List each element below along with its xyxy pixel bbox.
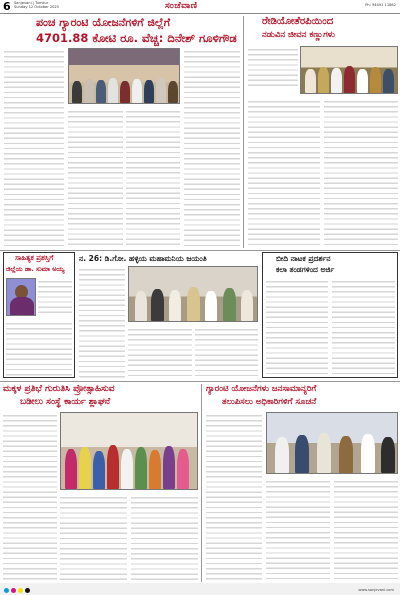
- bottom-right-story-col2: [266, 478, 330, 580]
- page-masthead: [0, 0, 400, 14]
- masthead-right-info: Ph: 94491 11862: [365, 3, 396, 7]
- bottom-left-story-col1: [3, 412, 57, 580]
- lead-story-col4: [184, 48, 240, 246]
- lead-headline-line2: 4701.88 ಕೋಟಿ ರೂ. ವೆಚ್ಚ: ದಿನೇಶ್ ಗೂಳಿಗೌಡ: [36, 31, 237, 45]
- left-mid-story-col2: [6, 320, 72, 376]
- center-mid-photo: [128, 266, 258, 322]
- bottom-right-headline-line2: ತಲುಪಿಸಲು ಅಧಿಕಾರಿಗಳಿಗೆ ಸೂಚನೆ: [222, 397, 317, 407]
- bottom-right-headline-line1: ಗ್ಯಾರಂಟಿ ಯೋಜನೆಗಳು ಜನಸಾಮಾನ್ಯರಿಗೆ: [206, 384, 317, 394]
- column-divider: [201, 384, 202, 582]
- bottom-right-photo: [266, 412, 398, 474]
- bottom-left-headline-line1: ಮಕ್ಕಳ ಪ್ರತಿಭೆ ಗುರುತಿಸಿ ಪ್ರೋತ್ಸಾಹಿಸುವ: [3, 384, 115, 394]
- bottom-left-story-col2: [60, 494, 127, 580]
- section-divider: [0, 381, 400, 382]
- section-divider: [0, 250, 400, 251]
- right-top-story-col3: [324, 98, 398, 246]
- bottom-right-story-col1: [206, 412, 262, 580]
- bottom-left-headline-line2: ಬಡೀಲು ಸಂಸ್ಥೆ ಕಾರ್ಯ ಶ್ಲಾಘನೆ: [20, 397, 111, 407]
- bottom-left-photo: [60, 412, 198, 490]
- lead-story-col2: [68, 108, 123, 246]
- center-mid-headline: ನ. 26: ಡಿ.ಗೋ. ಹಳ್ಳಿಯ ಮಹಾಮನಿಯ ಜಯಂತಿ: [79, 254, 207, 263]
- right-top-photo: [300, 46, 398, 94]
- portrait-photo: [6, 278, 36, 316]
- newspaper-brand: ಸಂಜೆವಾಣಿ: [165, 1, 198, 11]
- right-mid-headline-line2: ಕಲಾ ತಂಡಗಳಿಂದ ಅರ್ಜಿ: [276, 265, 335, 274]
- center-mid-story-col1: [79, 266, 125, 378]
- masthead-info-line1: Sanjevani | Tumkur: [14, 1, 49, 5]
- page-number: 6: [3, 0, 11, 13]
- left-mid-story-col1: [38, 278, 72, 316]
- lead-story-col1: [4, 48, 64, 246]
- right-mid-story-col1: [266, 278, 328, 376]
- footer-url: www.sanjevani.com: [358, 588, 394, 592]
- page-footer: [0, 583, 400, 595]
- lead-photo: [68, 48, 180, 104]
- right-top-story-col2: [248, 98, 320, 246]
- center-mid-story-col3: [195, 326, 258, 378]
- bottom-left-story-col3: [131, 494, 198, 580]
- left-mid-headline-line1: ಸಾಹಿತ್ಯಕ ಪ್ರಶಸ್ತಿಗೆ: [15, 254, 54, 262]
- center-mid-story-col2: [128, 326, 192, 378]
- right-top-headline-line2: ನಡುವಿನ ಜೀವನ ಕಣ್ಣುಗಳು: [262, 30, 335, 40]
- color-registration-marks: [4, 588, 30, 593]
- lead-headline-line1: ಪಂಚ ಗ್ಯಾರಂಟಿ ಯೋಜನೆಗಳಿಗೆ ಜಿಲ್ಲೆಗೆ: [36, 16, 171, 29]
- lead-story-col3: [126, 108, 180, 246]
- right-top-story-col1: [248, 46, 298, 90]
- right-mid-headline-line1: ಬೀದಿ ನಾಟಕ ಪ್ರದರ್ಶನ: [276, 254, 331, 263]
- right-mid-story-col2: [332, 278, 395, 376]
- column-divider: [243, 16, 244, 248]
- right-top-headline-line1: ರೇಡಿಯೋತೆರಪಿಯಿಂದ: [262, 16, 334, 27]
- masthead-info-line2: Sunday 12 October 2025: [14, 5, 59, 10]
- bottom-right-story-col3: [334, 478, 398, 580]
- left-mid-headline-line2: ಜಿಲ್ಲೆಯ ಡಾ. ಸುಮಾ ಅಯ್ಯ: [6, 265, 65, 273]
- masthead-info: [14, 1, 59, 10]
